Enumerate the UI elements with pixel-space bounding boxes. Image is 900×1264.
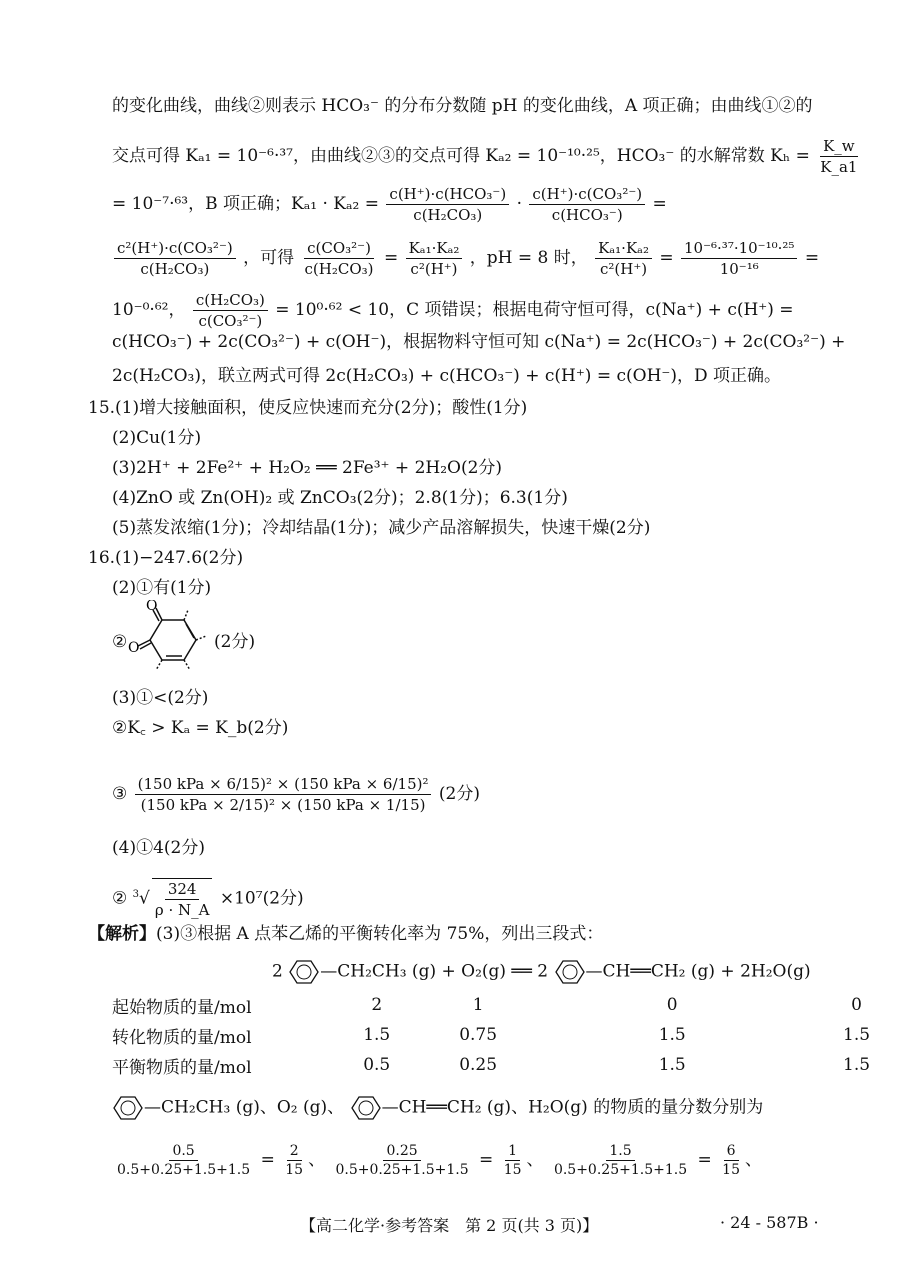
mole-fraction-line (112, 1142, 762, 1179)
ka-product-num: Kₐ₁·Kₐ₂ (406, 238, 463, 259)
ka-product-num-2: Kₐ₁·Kₐ₂ (595, 238, 652, 259)
ka-product-fraction-2 (595, 238, 652, 279)
kp-den: (150 kPa × 2/15)² × (150 kPa × 1/15) (140, 796, 426, 814)
co3-ratio-fraction (302, 238, 377, 279)
q16-part2b-label: ② (112, 632, 128, 652)
root-num: 324 (165, 879, 200, 900)
separator: 、 (745, 1150, 762, 1170)
result-3-den: 15 (722, 1162, 740, 1178)
reaction-equation (272, 958, 811, 986)
analysis-text: (3)③根据 A 点苯乙烯的平衡转化率为 75%，列出三段式： (156, 924, 604, 944)
oxygen-label: O (146, 600, 158, 614)
ka2-fraction (529, 184, 645, 225)
kh-fraction (817, 136, 860, 177)
ka-product-den-2: c²(H⁺) (600, 260, 648, 278)
separator: 、 (308, 1150, 326, 1170)
result-1 (282, 1142, 306, 1179)
q16-part4a: (4)①4(2分) (112, 838, 205, 858)
ka1-num: c(H⁺)·c(HCO₃⁻) (386, 184, 509, 205)
fraction-2 (332, 1142, 471, 1179)
root-den: ρ · N_A (154, 901, 210, 919)
mole-fraction-intro (112, 1094, 763, 1122)
h2co3-ratio-num: c(H₂CO₃) (193, 290, 268, 311)
cell-value: 1.5 (843, 1025, 871, 1045)
doc-code: · 24 - 587B · (720, 1213, 819, 1232)
text-line-5 (112, 290, 794, 331)
product-den: c(H₂CO₃) (140, 260, 210, 278)
cell-value: 0.5 (363, 1055, 391, 1075)
fraction-2-den: 0.5+0.25+1.5+1.5 (335, 1162, 469, 1178)
equals-sign: = (479, 1150, 494, 1170)
kh-den: K_a1 (820, 158, 858, 176)
sqrt-symbol: √ (139, 888, 150, 909)
ethylbenzene-text: —CH₂CH₃ (g)、O₂ (g)、 (144, 1097, 345, 1118)
line4-text-1: ，可得 (243, 248, 295, 268)
fraction-3 (551, 1142, 690, 1179)
cell-value: 1.5 (363, 1025, 391, 1045)
root-fraction (152, 878, 213, 920)
co3-ratio-num: c(CO₃²⁻) (304, 238, 374, 259)
table-row (112, 1050, 900, 1080)
numeric-fraction (681, 238, 797, 279)
cell-value: 0 (851, 995, 862, 1015)
text-line-2 (112, 136, 862, 177)
oxygen-label: O (128, 640, 140, 656)
reactant-formula: —CH₂CH₃ (g) + O₂(g) ══ 2 (320, 961, 549, 982)
benzene-ring-icon (288, 958, 320, 986)
cell-value: 1 (472, 995, 484, 1015)
result-1-num: 2 (287, 1142, 302, 1161)
q16-part3c (112, 774, 480, 815)
row-label: 转化物质的量/mol (112, 1027, 252, 1048)
fraction-2-num: 0.25 (383, 1142, 420, 1161)
result-2 (501, 1142, 525, 1179)
equals-sign: = (659, 248, 674, 268)
q16-part2a: (2)①有(1分) (112, 578, 212, 598)
product-num: c²(H⁺)·c(CO₃²⁻) (114, 238, 236, 259)
ka2-den: c(HCO₃⁻) (551, 206, 623, 224)
equals-sign: = (383, 248, 399, 268)
ka-product-den: c²(H⁺) (410, 260, 458, 278)
ka-product-fraction (406, 238, 463, 279)
cell-value: 1.5 (843, 1055, 871, 1075)
text-line-7: 2c(H₂CO₃)，联立两式可得 2c(H₂CO₃) + c(HCO₃⁻) + c(H⁺) = c(OH⁻)，D 项正确。 (112, 366, 782, 386)
equals-sign: = (260, 1150, 275, 1170)
three-stage-table (112, 990, 900, 1080)
numeric-num: 10⁻⁶·³⁷·10⁻¹⁰·²⁵ (681, 238, 797, 259)
result-3-num: 6 (724, 1142, 739, 1161)
co3-ratio-den: c(H₂CO₃) (304, 260, 374, 278)
text-line-1: 的变化曲线，曲线②则表示 HCO₃⁻ 的分布分数随 pH 的变化曲线，A 项正确；由曲线①②的 (112, 96, 813, 116)
row-label: 起始物质的量/mol (112, 997, 252, 1018)
h2co3-ratio-den: c(CO₃²⁻) (198, 312, 263, 330)
q16-part4b-label: ② (112, 888, 128, 909)
q15-part5: (5)蒸发浓缩(1分)；冷却结晶(1分)；减少产品溶解损失，快速干燥(2分) (112, 518, 651, 538)
page-footer: 【高二化学·参考答案 第 2 页(共 3 页)】 (300, 1216, 599, 1235)
result-3 (719, 1142, 743, 1179)
q16-part2b-score: (2分) (214, 632, 256, 652)
table-row (112, 1020, 900, 1050)
product-formula: —CH══CH₂ (g) + 2H₂O(g) (585, 961, 811, 982)
kp-num: (150 kPa × 6/15)² × (150 kPa × 6/15)² (135, 774, 432, 795)
q15-part1: 15.(1)增大接触面积，使反应快速而充分(2分)；酸性(1分) (88, 398, 528, 418)
q16-part1: 16.(1)−247.6(2分) (88, 548, 244, 568)
q16-part3c-label: ③ (112, 784, 128, 804)
equals-sign: = (652, 194, 667, 214)
fraction-1 (114, 1142, 253, 1179)
fraction-3-den: 0.5+0.25+1.5+1.5 (553, 1162, 688, 1178)
quinone-structure-diagram (126, 600, 214, 672)
row-label: 平衡物质的量/mol (112, 1057, 252, 1078)
cell-value: 2 (371, 995, 383, 1015)
ka2-num: c(H⁺)·c(CO₃²⁻) (529, 184, 645, 205)
text-line-2-main: 交点可得 Kₐ₁ = 10⁻⁶·³⁷，由曲线②③的交点可得 Kₐ₂ = 10⁻¹⁰·²⁵，HCO₃⁻ 的水解常数 Kₕ = (112, 146, 810, 166)
benzene-ring-icon (112, 1094, 144, 1122)
h2co3-ratio-fraction (193, 290, 268, 331)
benzene-ring-icon (554, 958, 586, 986)
text-line-6: c(HCO₃⁻) + 2c(CO₃²⁻) + c(OH⁻)，根据物料守恒可知 c(Na⁺) = 2c(HCO₃⁻) + 2c(CO₃²⁻) + (112, 332, 846, 352)
kp-fraction (135, 774, 432, 815)
equals-sign: = (697, 1150, 712, 1170)
fraction-1-den: 0.5+0.25+1.5+1.5 (117, 1162, 251, 1178)
benzene-ring-icon (350, 1094, 382, 1122)
q16-part4b-score: ×10⁷(2分) (219, 888, 304, 909)
q15-part3: (3)2H⁺ + 2Fe²⁺ + H₂O₂ ══ 2Fe³⁺ + 2H₂O(2分) (112, 458, 503, 478)
line4-text-2: ，pH = 8 时， (469, 248, 588, 268)
multiply-dot: · (516, 194, 522, 214)
analysis-line (88, 922, 603, 946)
line3-text: = 10⁻⁷·⁶³，B 项正确；Kₐ₁ · Kₐ₂ = (112, 194, 380, 214)
q15-part2: (2)Cu(1分) (112, 428, 202, 448)
styrene-text: —CH══CH₂ (g)、H₂O(g) 的物质的量分数分别为 (381, 1097, 764, 1118)
ka1-fraction (386, 184, 509, 225)
text-line-4 (112, 238, 819, 279)
table-row (112, 990, 900, 1020)
q16-part3c-score: (2分) (438, 784, 480, 804)
separator: 、 (526, 1150, 544, 1170)
result-2-num: 1 (505, 1142, 520, 1161)
result-2-den: 15 (503, 1162, 522, 1178)
fraction-3-num: 1.5 (606, 1142, 634, 1161)
line5-text-1: 10⁻⁰·⁶²， (112, 300, 186, 320)
analysis-label: 【解析】 (88, 924, 156, 944)
q16-part3a: (3)①<(2分) (112, 688, 209, 708)
kh-num: K_w (820, 136, 858, 157)
q16-part3b: ②K꜀ > Kₐ = K_b(2分) (112, 718, 289, 738)
fraction-1-num: 0.5 (169, 1142, 197, 1161)
cell-value: 1.5 (658, 1055, 686, 1075)
numeric-den: 10⁻¹⁶ (719, 260, 759, 278)
product-fraction (114, 238, 236, 279)
cell-value: 0.25 (459, 1055, 498, 1075)
q16-part4b (112, 878, 304, 920)
coefficient: 2 (272, 961, 283, 982)
cell-value: 0 (666, 995, 678, 1015)
root-index: 3 (132, 888, 140, 900)
ka1-den: c(H₂CO₃) (413, 206, 483, 224)
cell-value: 0.75 (459, 1025, 498, 1045)
cell-value: 1.5 (658, 1025, 686, 1045)
line5-text-2: = 10⁰·⁶² < 10，C 项错误；根据电荷守恒可得，c(Na⁺) + c(H⁺) = (275, 300, 794, 320)
equals-sign: = (804, 248, 820, 268)
result-1-den: 15 (285, 1162, 304, 1178)
q15-part4: (4)ZnO 或 Zn(OH)₂ 或 ZnCO₃(2分)；2.8(1分)；6.3(1分) (112, 488, 568, 508)
text-line-3 (112, 184, 667, 225)
